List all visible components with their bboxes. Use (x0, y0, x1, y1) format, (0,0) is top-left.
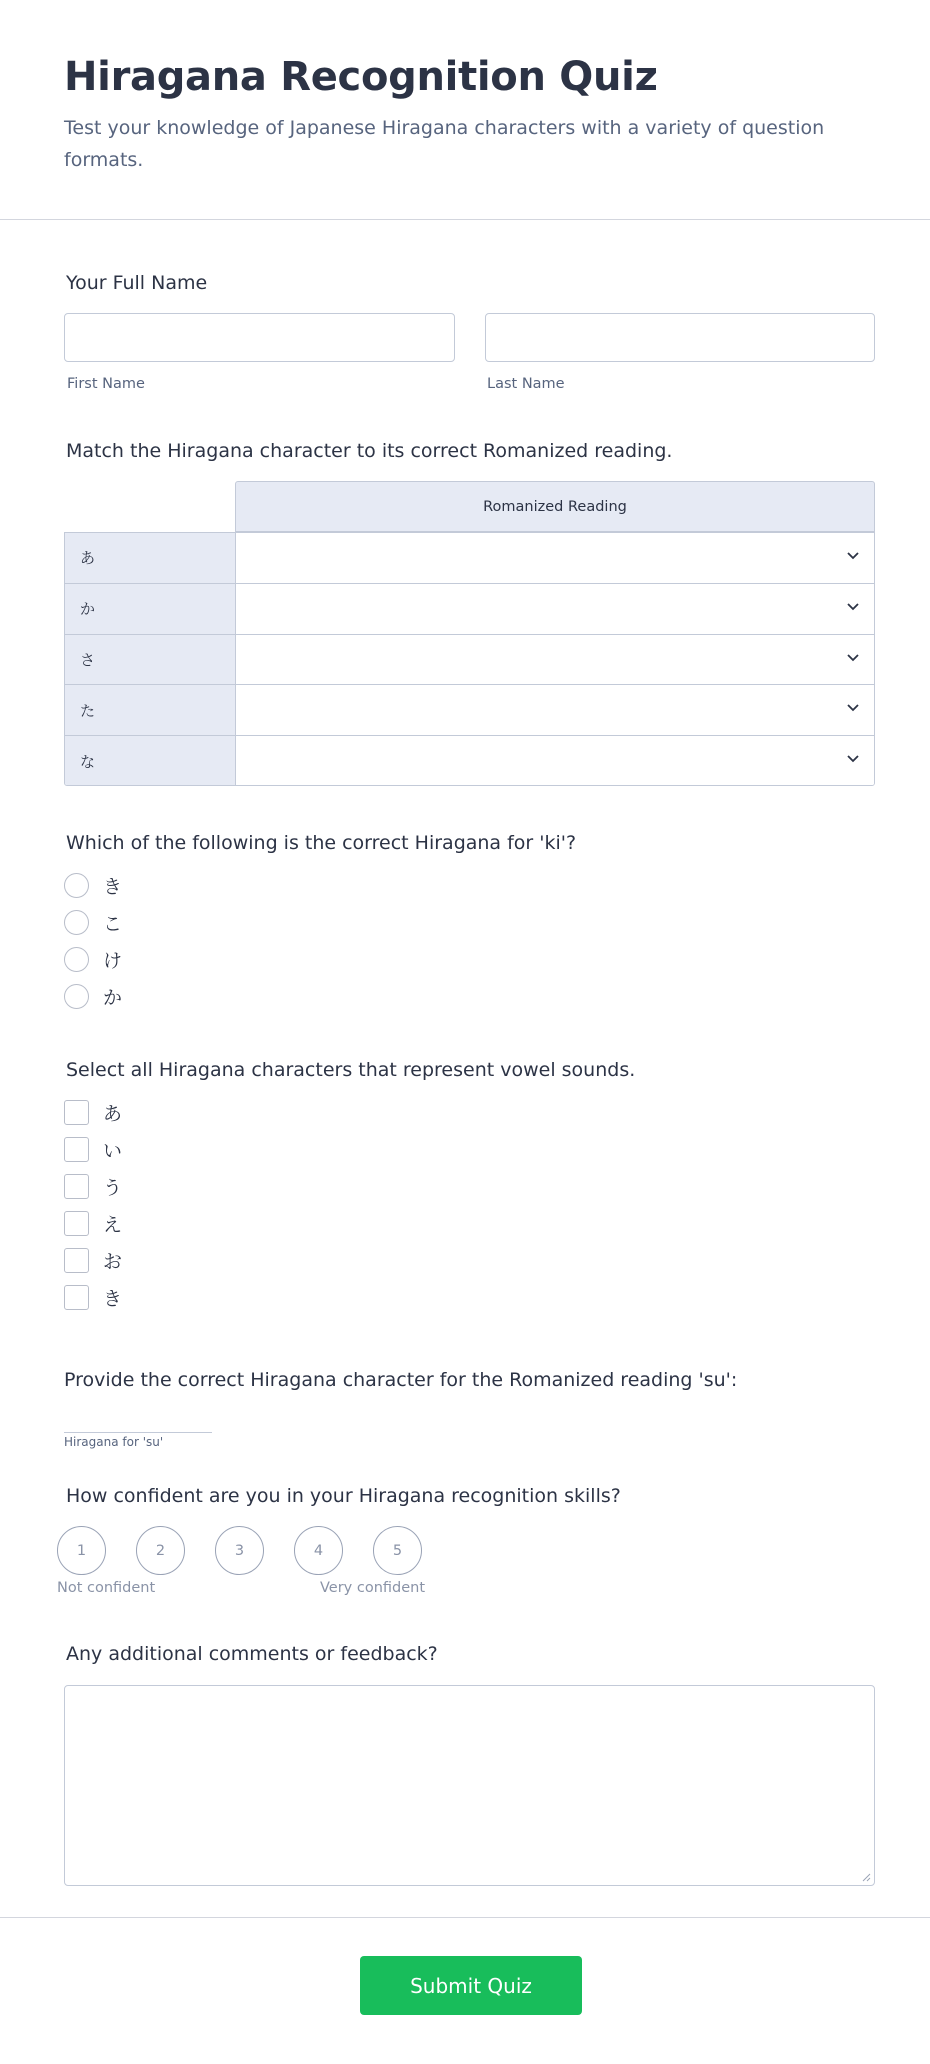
resize-handle-icon[interactable] (861, 1872, 871, 1882)
reading-select-na[interactable] (236, 736, 874, 786)
scale-option-1[interactable]: 1 (57, 1526, 106, 1575)
chevron-down-icon (846, 551, 860, 561)
matrix-row-label: か (65, 584, 236, 634)
multi-choice-question: Select all Hiragana characters that represent vowel sounds. (66, 1059, 636, 1081)
page-title: Hiragana Recognition Quiz (64, 54, 658, 100)
matrix-table (64, 532, 875, 786)
su-input-sublabel: Hiragana for 'su' (64, 1435, 164, 1449)
matrix-row-label: さ (65, 635, 236, 685)
radio-option[interactable] (64, 909, 122, 936)
matrix-question: Match the Hiragana character to its correct Romanized reading. (66, 440, 673, 462)
matrix-row (65, 635, 874, 686)
radio-option[interactable] (64, 872, 122, 899)
scale-option-2[interactable]: 2 (136, 1526, 185, 1575)
checkbox-option[interactable] (64, 1099, 122, 1126)
radio-option[interactable] (64, 983, 122, 1010)
matrix-row-label: た (65, 685, 236, 735)
radio-button[interactable] (64, 873, 89, 898)
matrix-column-header: Romanized Reading (235, 481, 875, 532)
comments-textarea[interactable] (64, 1685, 875, 1886)
checkbox-option[interactable] (64, 1284, 122, 1311)
su-input-underline (64, 1432, 212, 1433)
reading-select-sa[interactable] (236, 635, 874, 685)
matrix-row-label: あ (65, 533, 236, 583)
scale-option-3[interactable]: 3 (215, 1526, 264, 1575)
radio-option-label: こ (103, 913, 123, 935)
su-hiragana-input[interactable] (64, 1404, 212, 1432)
first-name-input[interactable] (64, 313, 455, 362)
checkbox-option-label: あ (103, 1103, 123, 1125)
last-name-input[interactable] (485, 313, 875, 362)
checkbox-option-label: う (103, 1177, 123, 1199)
checkbox[interactable] (64, 1137, 89, 1162)
short-answer-question: Provide the correct Hiragana character for the Romanized reading 'su': (64, 1369, 738, 1391)
radio-option-label: け (103, 950, 123, 972)
checkbox-option-label: お (103, 1251, 123, 1273)
checkbox-option[interactable] (64, 1136, 122, 1163)
checkbox-option-label: い (103, 1140, 123, 1162)
scale-option-5[interactable]: 5 (373, 1526, 422, 1575)
radio-button[interactable] (64, 910, 89, 935)
matrix-row (65, 685, 874, 736)
full-name-label: Your Full Name (66, 272, 208, 294)
submit-button[interactable]: Submit Quiz (360, 1956, 582, 2015)
chevron-down-icon (846, 653, 860, 663)
radio-option-label: き (103, 876, 123, 898)
checkbox-option[interactable] (64, 1247, 122, 1274)
checkbox-option[interactable] (64, 1210, 122, 1237)
footer-divider (0, 1917, 930, 1918)
radio-option[interactable] (64, 946, 122, 973)
reading-select-ka[interactable] (236, 584, 874, 634)
reading-select-ta[interactable] (236, 685, 874, 735)
chevron-down-icon (846, 703, 860, 713)
checkbox-option[interactable] (64, 1173, 122, 1200)
confidence-question: How confident are you in your Hiragana recognition skills? (66, 1485, 621, 1507)
radio-button[interactable] (64, 947, 89, 972)
page-subtitle: Test your knowledge of Japanese Hiragana characters with a variety of question formats. (64, 117, 825, 171)
checkbox[interactable] (64, 1100, 89, 1125)
radio-button[interactable] (64, 984, 89, 1009)
checkbox[interactable] (64, 1285, 89, 1310)
matrix-row (65, 736, 874, 786)
reading-select-a[interactable] (236, 533, 874, 583)
checkbox-option-label: え (103, 1214, 123, 1236)
radio-option-label: か (103, 987, 123, 1009)
matrix-row (65, 584, 874, 635)
matrix-row (65, 533, 874, 584)
scale-min-label: Not confident (57, 1580, 156, 1596)
checkbox[interactable] (64, 1174, 89, 1199)
last-name-sublabel: Last Name (487, 376, 565, 392)
single-choice-question: Which of the following is the correct Hiragana for 'ki'? (66, 832, 577, 854)
first-name-sublabel: First Name (67, 376, 145, 392)
scale-option-4[interactable]: 4 (294, 1526, 343, 1575)
scale-max-label: Very confident (320, 1580, 426, 1596)
matrix-row-label: な (65, 736, 236, 786)
checkbox[interactable] (64, 1211, 89, 1236)
form-header (0, 0, 930, 220)
chevron-down-icon (846, 602, 860, 612)
checkbox[interactable] (64, 1248, 89, 1273)
chevron-down-icon (846, 754, 860, 764)
checkbox-option-label: き (103, 1288, 123, 1310)
comments-question: Any additional comments or feedback? (66, 1643, 438, 1665)
